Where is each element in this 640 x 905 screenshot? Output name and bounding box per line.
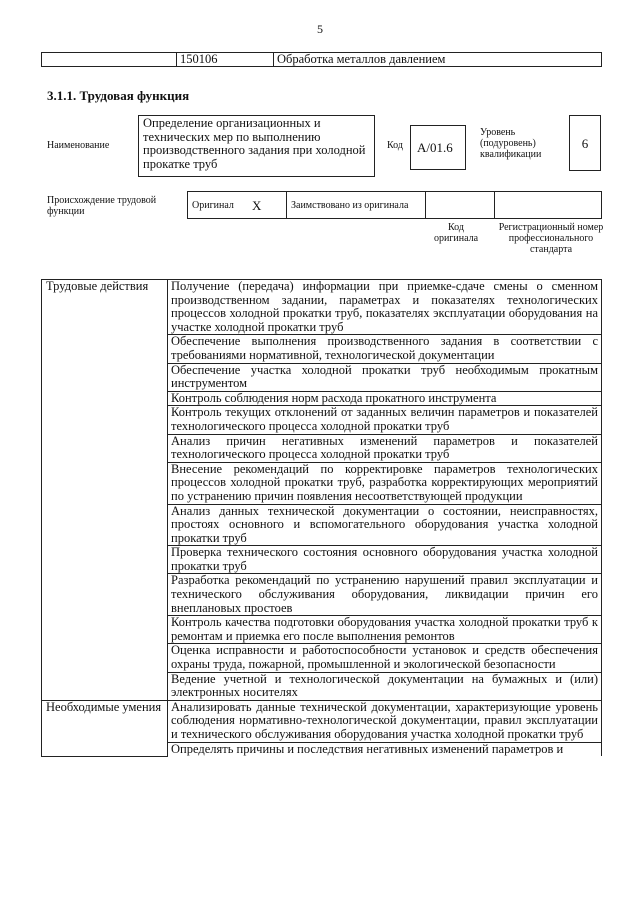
required-skill-item: Определять причины и последствия негативных изменений параметров и	[168, 742, 602, 756]
labor-action-item: Обеспечение участка холодной прокатки труб необходимым прокатным инструментом	[168, 363, 602, 391]
labor-actions-label: Трудовые действия	[42, 280, 168, 701]
labor-action-item: Внесение рекомендаций по корректировке параметров технологических процессов холодной прокатки труб, разработка корректирующих мероприятий по устранению причин появления несоответствующей продукции	[168, 462, 602, 504]
occupation-code-table	[41, 52, 602, 67]
original-code-cell	[426, 192, 495, 219]
required-skills-label: Необходимые умения	[42, 700, 168, 756]
labor-action-item: Обеспечение выполнения производственного задания в соответствии с требованиями нормативной, технологической документации	[168, 335, 602, 363]
occupation-name: Обработка металлов давлением	[274, 53, 602, 67]
registration-number-cell	[495, 192, 602, 219]
registration-number-label: Регистрационный номер профессионального стандарта	[498, 222, 604, 255]
occupation-code: 150106	[177, 53, 274, 67]
labor-action-item: Контроль соблюдения норм расхода прокатного инструмента	[168, 391, 602, 406]
code-row-empty-cell	[42, 53, 177, 67]
qualification-level-label: Уровень (подуровень) квалификации	[480, 127, 542, 160]
borrowed-label: Заимствовано из оригинала	[287, 192, 426, 219]
section-heading: 3.1.1. Трудовая функция	[47, 88, 190, 103]
labor-action-item: Анализ данных технической документации о состоянии, неисправностях, простоях основного и вспомогательного оборудования участка холодной прокатки труб	[168, 504, 602, 546]
labor-action-item: Контроль текущих отклонений от заданных величин параметров и показателей технологического процесса холодной прокатки труб	[168, 406, 602, 434]
original-mark: X	[248, 192, 287, 219]
labor-action-item: Проверка технического состояния основного оборудования участка холодной прокатки труб	[168, 546, 602, 574]
origin-label: Происхождение трудовой функции	[47, 195, 157, 217]
original-label: Оригинал	[188, 192, 249, 219]
labor-action-item: Разработка рекомендаций по устранению нарушений правил эксплуатации и технического обслуживания оборудования, ликвидации причин его внеплановых простоев	[168, 574, 602, 616]
page-number: 5	[317, 22, 323, 36]
labor-action-item: Ведение учетной и технологической документации на бумажных и (или) электронных носителях	[168, 672, 602, 700]
code-label: Код	[387, 140, 403, 151]
original-code-label: Код оригинала	[433, 222, 479, 244]
function-name-box: Определение организационных и технических мер по выполнению производственного задания при холодной прокатке труб	[138, 115, 375, 177]
name-label: Наименование	[47, 140, 110, 151]
labor-function-table	[41, 279, 602, 757]
function-code-box: A/01.6	[410, 125, 466, 170]
required-skill-item: Анализировать данные технической документации, характеризующие уровень соблюдения нормативно-технологической документации, правил эксплуатации и технического обслуживания оборудования участка холодной прокатки труб	[168, 700, 602, 742]
labor-action-item: Анализ причин негативных изменений параметров и показателей технологического процесса холодной прокатки труб	[168, 434, 602, 462]
qualification-level-box: 6	[569, 115, 601, 171]
labor-action-item: Контроль качества подготовки оборудования участка холодной прокатки труб к ремонтам и приемка его после выполнения ремонтов	[168, 616, 602, 644]
labor-action-item: Оценка исправности и работоспособности установок и средств обеспечения охраны труда, пожарной, промышленной и экологической безопасности	[168, 644, 602, 672]
labor-action-item: Получение (передача) информации при приемке-сдаче смены о сменном производственном задании, параметрах и показателях технологических процессов холодной прокатки труб, показателях эксплуатации оборудования на участке холодной прокатки труб	[168, 280, 602, 335]
origin-table	[187, 191, 602, 219]
